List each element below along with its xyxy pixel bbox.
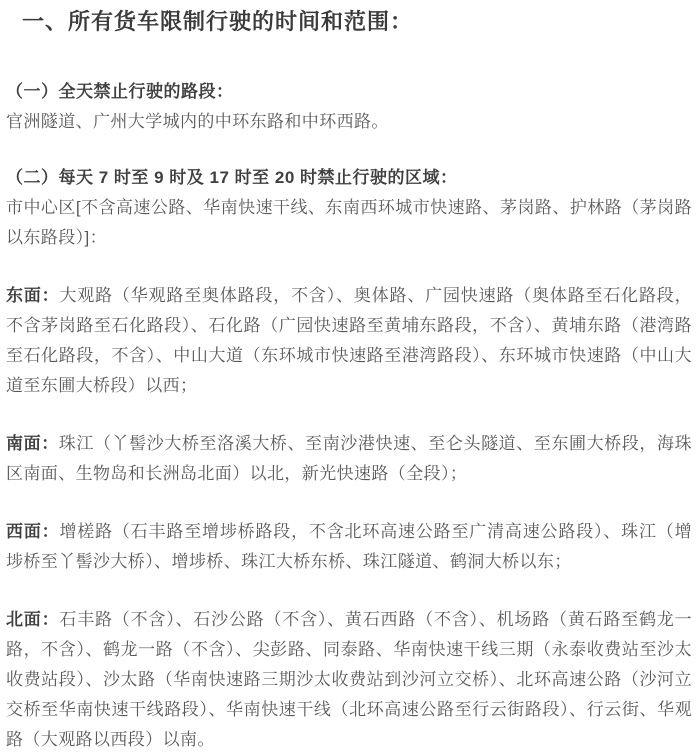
- direction-north: [6, 605, 692, 755]
- direction-west-text: 增槎路（石丰路至增埗桥路段，不含北环高速公路至广清高速公路段）、珠江（增埗桥至丫髻沙大桥）、增埗桥、珠江大桥东桥、珠江隧道、鹤洞大桥以东；: [6, 522, 693, 571]
- section-peak-hours-ban: [6, 163, 692, 755]
- direction-south-label: 南面：: [6, 434, 59, 453]
- direction-north-label: 北面：: [6, 610, 60, 629]
- direction-east-label: 东面：: [6, 286, 60, 305]
- section-1-heading: （一）全天禁止行驶的路段：: [6, 82, 234, 101]
- direction-west-label: 西面：: [6, 522, 60, 541]
- direction-east: [6, 281, 692, 401]
- direction-east-text: 大观路（华观路至奥体路段，不含）、奥体路、广园快速路（奥体路至石化路段，不含茅岗路至石化路段）、石化路（广园快速路至黄埔东路段，不含）、黄埔东路（港湾路至石化路段，不含）、中山大道（东环城市快速路至港湾路段）、东环城市快速路（中山大道至东圃大桥段）以西；: [6, 286, 693, 395]
- direction-south: [6, 429, 692, 489]
- direction-south-text: 珠江（丫髻沙大桥至洛溪大桥、至南沙港快速、至仑头隧道、至东圃大桥段，海珠区南面、生物岛和长洲岛北面）以北，新光快速路（全段）；: [6, 434, 693, 483]
- section-2-body: 市中心区[不含高速公路、华南快速干线、东南西环城市快速路、茅岗路、护林路（茅岗路以东路段）]：: [6, 198, 692, 247]
- direction-north-text: 石丰路（不含）、石沙公路（不含）、黄石西路（不含）、机场路（黄石路至鹤龙一路，不含）、鹤龙一路（不含）、尖彭路、同泰路、华南快速干线三期（永泰收费站至沙太收费站段）、沙太路（华南快速路三期沙太收费站到沙河立交桥）、北环高速公路（沙河立交桥至华南快速干线路段）、华南快速干线（北环高速公路至行云街路段）、行云街、华观路（大观路以西段）以南。: [6, 610, 692, 749]
- document-title: 一、所有货车限制行驶的时间和范围：: [22, 9, 414, 34]
- section-all-day-ban: [6, 77, 692, 137]
- section-1-body: 官洲隧道、广州大学城内的中环东路和中环西路。: [6, 112, 389, 131]
- section-2-heading: （二）每天 7 时至 9 时及 17 时至 20 时禁止行驶的区域：: [6, 168, 458, 187]
- direction-west: [6, 517, 692, 577]
